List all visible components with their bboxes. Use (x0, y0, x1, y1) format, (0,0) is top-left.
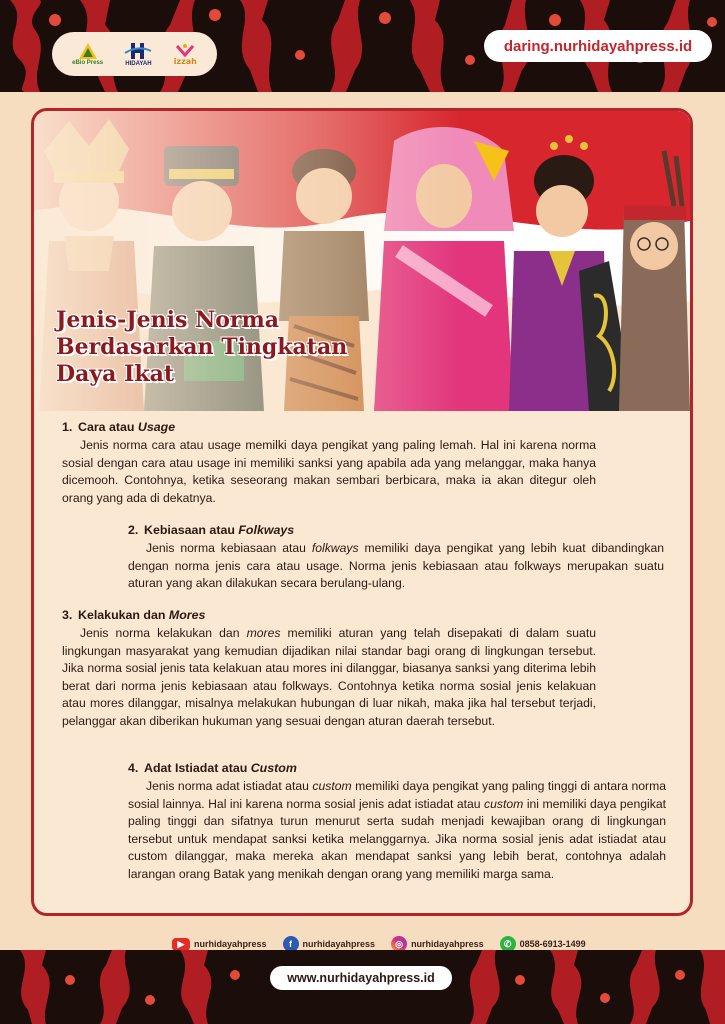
ebio-press-logo: eBio Press (72, 42, 103, 66)
instagram-link[interactable]: ◎ nurhidayahpress (391, 936, 484, 952)
instagram-icon: ◎ (391, 936, 407, 952)
title-line-2: Berdasarkan Tingkatan (56, 334, 348, 360)
footer-url[interactable]: www.nurhidayahpress.id (270, 966, 452, 990)
section-heading: 4. Adat Istiadat atau Custom (128, 761, 297, 775)
page-title (56, 307, 347, 388)
publisher-logos (52, 32, 217, 76)
izzah-logo: izzah (174, 43, 197, 66)
title-line-3: Daya Ikat (56, 361, 174, 387)
section-usage (62, 418, 596, 507)
section-body: Jenis norma kebiasaan atau folkways memiliki daya pengikat yang lebih kuat dibandingkan dengan norma jenis cara atau usage. Norma jenis kebiasaan atau folkways merupakan suatu aturan yang akan dilakukan secara berulang-ulang. (128, 541, 664, 591)
section-body: Jenis norma kelakukan dan mores memiliki aturan yang telah disepakati di dalam suatu lingkungan masyarakat yang kemudian dijadikan nilai standar bagi orang di lingkungan tersebut. Jika norma sosial jenis tata kelakuan atau mores ini dilanggar, biasanya sanksi yang diterima lebih berat dari norma jenis kebiasaan atau folkways. Contohnya ketika norma sosial jenis kelakuan atau mores dilanggar, misalnya melakukan hubungan di luar nikah, maka jika hal tersebut terjadi, pelanggar akan diberikan hukuman yang sesuai dengan aturan daerah tersebut. (62, 626, 596, 728)
youtube-link[interactable]: ▶ nurhidayahpress (172, 938, 267, 951)
section-heading: 3. Kelakukan dan Mores (62, 608, 206, 622)
hidayah-logo: HIDAYAH (123, 41, 153, 67)
section-heading: 2. Kebiasaan atau Folkways (128, 523, 295, 537)
section-heading: 1. Cara atau Usage (62, 420, 176, 434)
whatsapp-link[interactable]: ✆ 0858-6913-1499 (500, 936, 586, 952)
section-body: Jenis norma cara atau usage memilki daya pengikat yang paling lemah. Hal ini karena norma sosial dengan cara atau usage ini memiliki sanksi yang apabila ada yang melanggar, maka hanya dicemooh. Contohnya, ketika seseorang makan sembari berbicara, maka ia akan ditegur oleh orang yang ada di dekatnya. (62, 438, 596, 505)
facebook-link[interactable]: f nurhidayahpress (283, 936, 376, 952)
youtube-icon: ▶ (172, 938, 190, 951)
header-url[interactable]: daring.nurhidayahpress.id (484, 30, 712, 62)
facebook-icon: f (283, 936, 299, 952)
section-custom (128, 759, 666, 884)
section-mores (62, 606, 596, 731)
section-body: Jenis norma adat istiadat atau custom memiliki daya pengikat yang paling tinggi di antara norma sosial lainnya. Hal ini karena norma sosial jenis adat istiadat atau custom ini memiliki daya pengikat paling tinggi dan sifatnya turun menurut serta sudah menjadi kewajiban orang di lingkungan tersebut untuk mendapat sanksi ketika melanggarnya. Jika norma sosial jenis adat istiadat atau custom dilanggar, maka mereka akan mendapat sanksi yang lebih berat, contohnya adalah larangan orang Batak yang menikah dengan orang yang memiliki marga sama. (128, 779, 666, 881)
section-folkways (128, 521, 664, 593)
title-line-1: Jenis-Jenis Norma (56, 307, 279, 333)
whatsapp-icon: ✆ (500, 936, 516, 952)
